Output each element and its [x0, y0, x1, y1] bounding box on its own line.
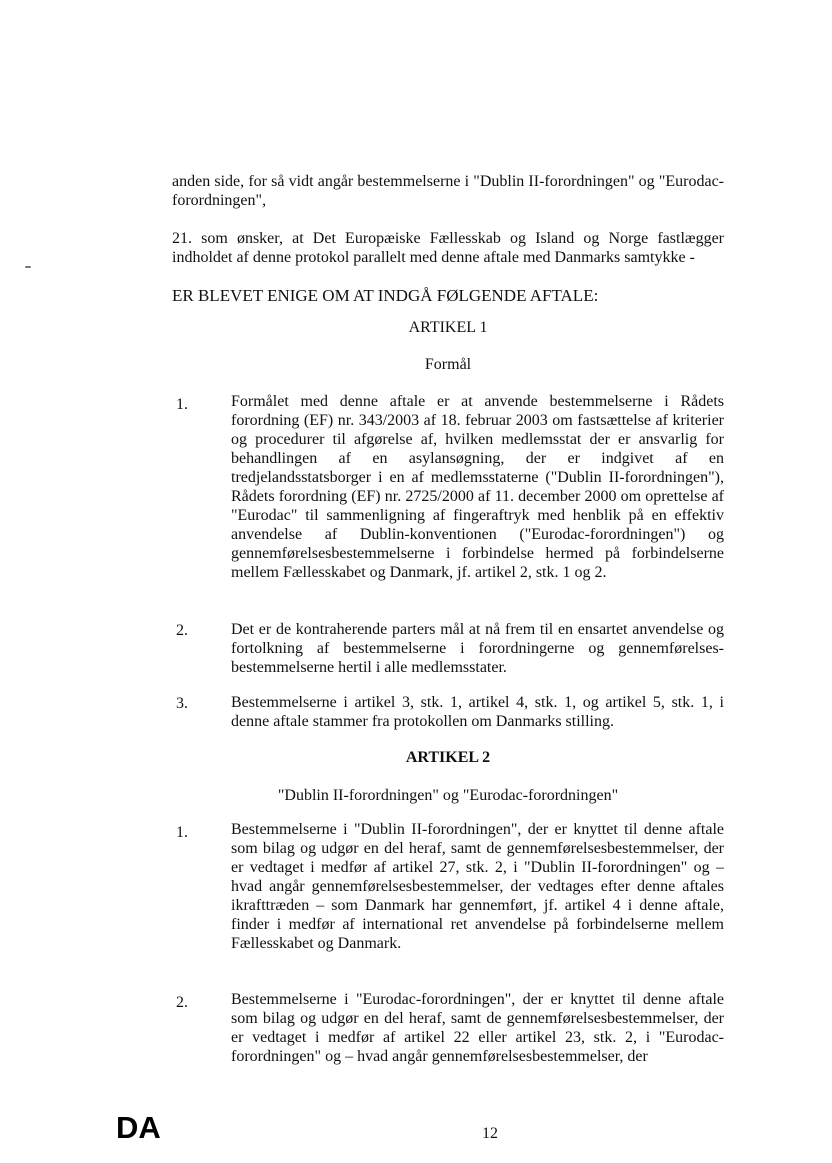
article-1-subheading: Formål: [424, 356, 472, 373]
article-2-item-2-number: 2.: [176, 994, 188, 1011]
article-1-item-1-number: 1.: [176, 396, 188, 413]
article-1-item-2-number: 2.: [176, 622, 188, 639]
article-2-subheading: "Dublin II-forordningen" og "Eurodac-forordningen": [277, 787, 619, 804]
article-2-item-1-number: 1.: [176, 824, 188, 841]
article-1-heading: ARTIKEL 1: [408, 319, 488, 336]
article-2-item-2-text: Bestemmelserne i "Eurodac-forordningen", der er knyttet til denne aftale som bilag og udgør en del heraf, samt de gennemførelsesbestemmelser, der er vedtaget i medfør af artikel 22 eller artikel 23, stk. 2, i "Eurodac-forordningen" og – hvad angår gennemførelsesbestemmelser, der: [231, 991, 724, 1065]
article-1-item-3-number: 3.: [176, 695, 188, 712]
article-2-item-1-text: Bestemmelserne i "Dublin II-forordningen", der er knyttet til denne aftale som bilag og udgør en del heraf, samt de gennemførelsesbestemmelser, der er vedtaget i medfør af artikel 27, stk. 2, i "Dublin II-forordningen" og – hvad angår gennemførelsesbestemmelser, der vedtages efter denne aftales ikrafttræden – som Danmark har gennemført, jf. artikel 4 i denne aftale, finder i medfør af international ret anvendelse på forbindelserne mellem Fællesskabet og Danmark.: [231, 821, 724, 952]
article-1-item-1-text: Formålet med denne aftale er at anvende bestemmelserne i Rådets forordning (EF) nr. 343/2003 af 18. februar 2003 om fastsættelse af kriterier og procedurer til afgørelse af, hvilken medlemsstat der er ansvarlig for behandlingen af en asylansøgning, der er indgivet af en tredjelandsstatsborger i en af medlemsstaterne ("Dublin II-forordningen"), Rådets forordning (EF) nr. 2725/2000 af 11. december 2000 om oprettelse af "Eurodac" til sammenligning af fingeraftryk med henblik på en effektiv anvendelse af Dublin-konventionen ("Eurodac-forordningen") og gennemførelsesbestemmelserne i forbindelse hermed på forbindelserne mellem Fællesskabet og Danmark, jf. artikel 2, stk. 1 og 2.: [231, 393, 724, 581]
page-number: 12: [482, 1125, 498, 1142]
scan-speck: [25, 266, 31, 268]
article-2-heading: ARTIKEL 2: [405, 749, 491, 766]
language-code-label: DA: [116, 1110, 161, 1145]
agreement-heading: ER BLEVET ENIGE OM AT INDGÅ FØLGENDE AFTALE:: [172, 286, 599, 305]
intro-paragraph: anden side, for så vidt angår bestemmelserne i "Dublin II-forordningen" og "Eurodac-forordningen",: [172, 173, 724, 209]
article-1-item-3-text: Bestemmelserne i artikel 3, stk. 1, artikel 4, stk. 1, og artikel 5, stk. 1, i denne aftale stammer fra protokollen om Danmarks stilling.: [231, 694, 724, 730]
recital-21: 21. som ønsker, at Det Europæiske Fællesskab og Island og Norge fastlægger indholdet af denne protokol parallelt med denne aftale med Danmarks samtykke -: [172, 230, 724, 266]
article-1-item-2-text: Det er de kontraherende parters mål at nå frem til en ensartet anvendelse og fortolkning af bestemmelserne i forordningerne og gennemførelses-bestemmelserne hertil i alle medlemsstater.: [231, 621, 724, 676]
